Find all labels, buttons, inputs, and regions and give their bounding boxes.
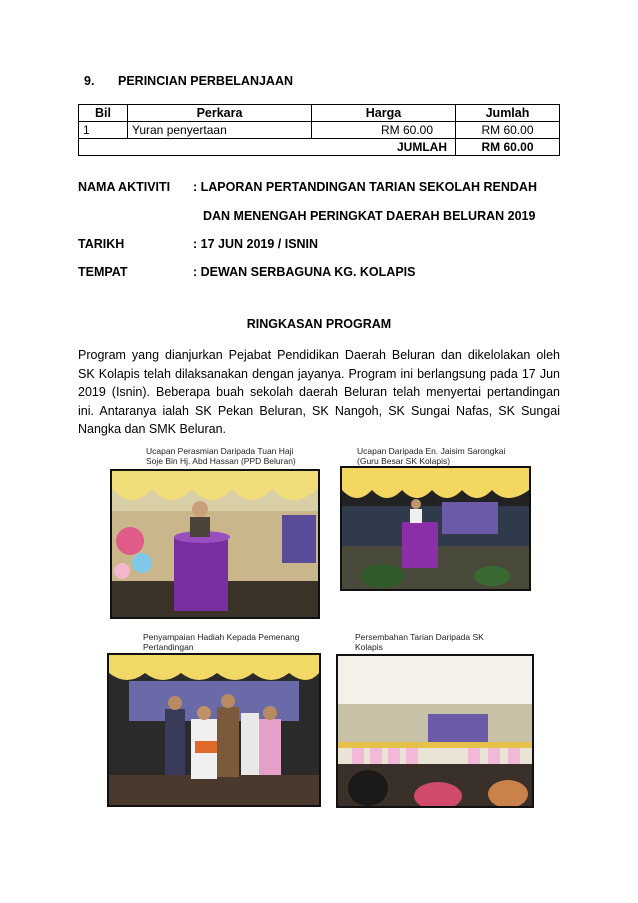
cell-harga: RM 60.00 xyxy=(312,122,456,139)
photo-caption-3 xyxy=(143,632,299,652)
caption-line: Penyampaian Hadiah Kepada Pemenang xyxy=(143,632,300,642)
photo-opening-speech xyxy=(110,469,320,619)
photo-caption-4 xyxy=(355,632,484,652)
cell-perkara: Yuran penyertaan xyxy=(128,122,312,139)
nama-value-line2: DAN MENENGAH PERINGKAT DAERAH BELURAN 2019 xyxy=(203,209,536,223)
caption-line: Ucapan Perasmian Daripada Tuan Haji xyxy=(146,446,294,456)
tempat-value: : DEWAN SERBAGUNA KG. KOLAPIS xyxy=(193,265,416,279)
photo-headmaster-speech xyxy=(340,466,531,591)
summary-line: SK Kolapis telah dilaksanakan dengan jayanya. Program ini berlangsung pada 17 Jun xyxy=(78,366,560,381)
tempat-label: TEMPAT xyxy=(78,265,128,279)
photo-dance-performance xyxy=(336,654,534,808)
nama-value-line1: : LAPORAN PERTANDINGAN TARIAN SEKOLAH RENDAH xyxy=(193,180,537,194)
header-perkara: Perkara xyxy=(128,105,312,122)
caption-line: (Guru Besar SK Kolapis) xyxy=(357,456,451,466)
summary-line: 2019 (Isnin). Beberapa buah sekolah daerah Beluran telah menyertai pertandingan xyxy=(78,385,560,399)
photo-prize-giving xyxy=(107,653,321,807)
header-bil: Bil xyxy=(79,105,128,122)
photo-caption-2 xyxy=(357,446,505,466)
summary-line: Nangka dan SMK Beluran. xyxy=(78,422,227,436)
table-row xyxy=(79,122,560,139)
nama-label: NAMA AKTIVITI xyxy=(78,180,171,194)
caption-line: Soje Bin Hj. Abd Hassan (PPD Beluran) xyxy=(146,456,296,466)
caption-line: Persembahan Tarian Daripada SK xyxy=(355,632,484,642)
summary-line: Program yang dianjurkan Pejabat Pendidikan Daerah Beluran dan dikelolakan oleh xyxy=(78,348,560,362)
summary-title: RINGKASAN PROGRAM xyxy=(246,317,392,331)
cost-table xyxy=(78,104,560,156)
total-label: JUMLAH xyxy=(79,139,456,156)
table-header-row xyxy=(79,105,560,122)
header-harga: Harga xyxy=(312,105,456,122)
photo-caption-1 xyxy=(146,446,296,466)
tarikh-value: : 17 JUN 2019 / ISNIN xyxy=(193,237,319,251)
caption-line: Ucapan Daripada En. Jaisim Sarongkai xyxy=(357,446,506,456)
cell-bil: 1 xyxy=(79,122,128,139)
header-jumlah: Jumlah xyxy=(456,105,560,122)
summary-paragraph xyxy=(78,346,560,439)
section-number: 9. xyxy=(84,74,95,88)
section-heading xyxy=(84,74,293,88)
total-value: RM 60.00 xyxy=(456,139,560,156)
cell-jumlah: RM 60.00 xyxy=(456,122,560,139)
caption-line: Kolapis xyxy=(355,642,383,652)
section-title: PERINCIAN PERBELANJAAN xyxy=(118,74,294,88)
table-total-row xyxy=(79,139,560,156)
tarikh-label: TARIKH xyxy=(78,237,125,251)
summary-line: ini. Antaranya ialah SK Pekan Beluran, SK Nangoh, SK Sungai Nafas, SK Sungai xyxy=(78,403,560,418)
caption-line: Pertandingan xyxy=(143,642,194,652)
